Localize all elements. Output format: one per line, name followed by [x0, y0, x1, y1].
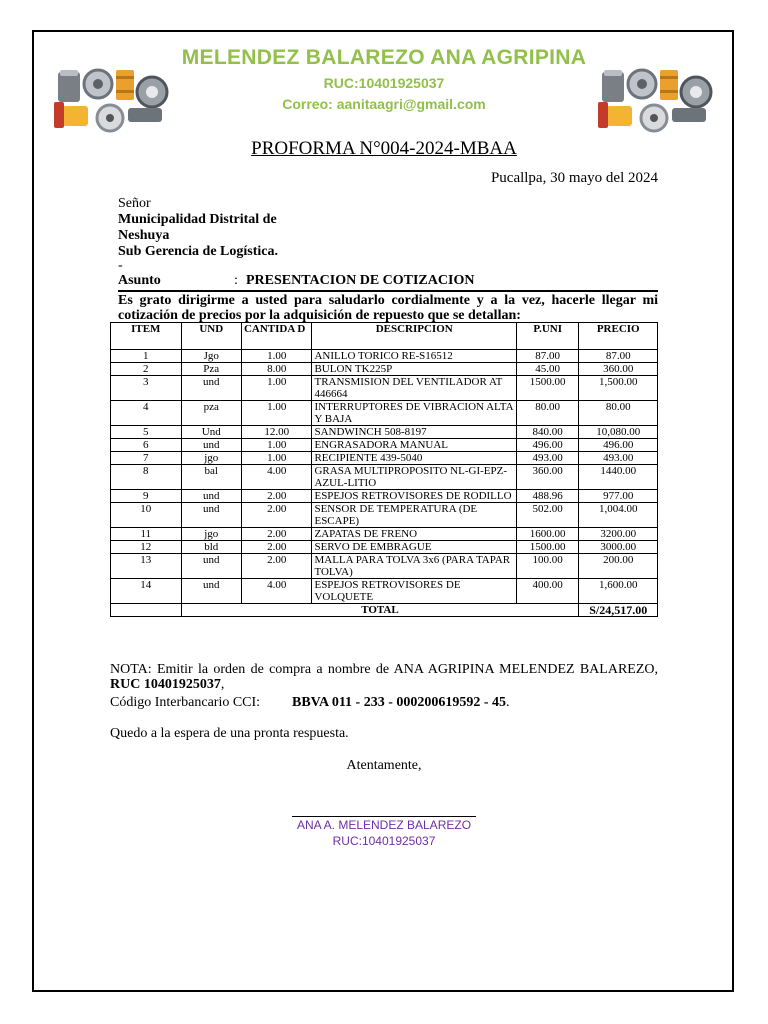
recipient-line-1: Municipalidad Distrital de [118, 212, 277, 227]
cell-puni: 80.00 [516, 401, 578, 426]
cell-precio: 1440.00 [579, 465, 658, 490]
cell-descripcion: MALLA PARA TOLVA 3x6 (PARA TAPAR TOLVA) [312, 554, 516, 579]
cell-item: 2 [111, 363, 182, 376]
note-text: NOTA: Emitir la orden de compra a nombre de ANA AGRIPINA MELENDEZ BALAREZO, [110, 662, 658, 677]
cell-item: 12 [111, 541, 182, 554]
intro-paragraph: Es grato dirigirme a usted para saludarlo cordialmente y a la vez, hacerle llegar mi cotización de precios por la adquisición de repuesto que se detallan: [118, 293, 658, 323]
cell-descripcion: ANILLO TORICO RE-S16512 [312, 350, 516, 363]
cell-precio: 1,004.00 [579, 503, 658, 528]
cell-und: und [181, 554, 241, 579]
table-row [111, 579, 658, 604]
cell-descripcion: ZAPATAS DE FRENO [312, 528, 516, 541]
header-item: ITEM [111, 323, 182, 350]
cell-item: 5 [111, 426, 182, 439]
recipient-line-3: Sub Gerencia de Logística. [118, 244, 278, 259]
note-paragraph [110, 662, 658, 692]
cell-und: und [181, 503, 241, 528]
note-comma: , [220, 677, 225, 692]
cell-cantidad: 2.00 [241, 528, 312, 541]
cell-cantidad: 2.00 [241, 490, 312, 503]
cell-cantidad: 1.00 [241, 376, 312, 401]
cell-precio: 80.00 [579, 401, 658, 426]
table-row [111, 554, 658, 579]
subject-value: PRESENTACION DE COTIZACION [246, 273, 475, 288]
cell-puni: 488.96 [516, 490, 578, 503]
signature-ruc: RUC:10401925037 [332, 834, 436, 848]
cell-puni: 502.00 [516, 503, 578, 528]
header-und: UND [181, 323, 241, 350]
cell-puni: 493.00 [516, 452, 578, 465]
cell-puni: 400.00 [516, 579, 578, 604]
recipient-dash: - [118, 258, 123, 273]
note-ruc: RUC 10401925037 [110, 677, 221, 692]
cell-puni: 1600.00 [516, 528, 578, 541]
cell-precio: 200.00 [579, 554, 658, 579]
cell-und: und [181, 579, 241, 604]
cell-item: 8 [111, 465, 182, 490]
total-value: S/24,517.00 [579, 604, 658, 617]
cell-puni: 45.00 [516, 363, 578, 376]
cell-item: 4 [111, 401, 182, 426]
cell-item: 14 [111, 579, 182, 604]
cell-item: 1 [111, 350, 182, 363]
cell-precio: 10,080.00 [579, 426, 658, 439]
cell-item: 11 [111, 528, 182, 541]
cell-und: und [181, 376, 241, 401]
signature-line [292, 816, 476, 817]
cell-und: und [181, 490, 241, 503]
table-row [111, 465, 658, 490]
cell-precio: 87.00 [579, 350, 658, 363]
cell-descripcion: SENSOR DE TEMPERATURA (DE ESCAPE) [312, 503, 516, 528]
cci-label: Código Interbancario CCI: [110, 695, 261, 710]
cell-item: 13 [111, 554, 182, 579]
cell-item: 10 [111, 503, 182, 528]
total-blank [111, 604, 182, 617]
cell-precio: 493.00 [579, 452, 658, 465]
closing-salutation: Atentamente, [346, 758, 422, 773]
recipient-salutation: Señor [118, 196, 151, 211]
cci-period: . [506, 695, 510, 710]
cell-precio: 3000.00 [579, 541, 658, 554]
table-row [111, 528, 658, 541]
cell-und: bld [181, 541, 241, 554]
company-email: Correo: aanitaagri@gmail.com [282, 96, 486, 112]
company-name: MELENDEZ BALAREZO ANA AGRIPINA [181, 46, 587, 69]
cell-puni: 87.00 [516, 350, 578, 363]
table-row [111, 439, 658, 452]
cell-und: Pza [181, 363, 241, 376]
cell-cantidad: 1.00 [241, 350, 312, 363]
cell-descripcion: ESPEJOS RETROVISORES DE VOLQUETE [312, 579, 516, 604]
cell-item: 7 [111, 452, 182, 465]
cell-precio: 977.00 [579, 490, 658, 503]
header-puni: P.UNI [516, 323, 578, 350]
document-title: PROFORMA N°004-2024-MBAA [251, 138, 517, 159]
cell-puni: 840.00 [516, 426, 578, 439]
cell-und: Jgo [181, 350, 241, 363]
recipient-line-2: Neshuya [118, 228, 170, 243]
cell-descripcion: SANDWINCH 508-8197 [312, 426, 516, 439]
subject-label: Asunto [118, 273, 161, 288]
cell-precio: 360.00 [579, 363, 658, 376]
cell-und: und [181, 439, 241, 452]
cell-cantidad: 12.00 [241, 426, 312, 439]
cell-cantidad: 1.00 [241, 452, 312, 465]
quotation-table [110, 322, 658, 617]
cell-und: bal [181, 465, 241, 490]
cell-puni: 360.00 [516, 465, 578, 490]
cell-item: 9 [111, 490, 182, 503]
cell-cantidad: 1.00 [241, 401, 312, 426]
cell-descripcion: TRANSMISION DEL VENTILADOR AT 446664 [312, 376, 516, 401]
table-row [111, 401, 658, 426]
cell-cantidad: 4.00 [241, 465, 312, 490]
cell-descripcion: GRASA MULTIPROPOSITO NL-GI-EPZ-AZUL-LITIO [312, 465, 516, 490]
cci-value: BBVA 011 - 233 - 000200619592 - 45 [292, 695, 507, 710]
cell-cantidad: 2.00 [241, 503, 312, 528]
cell-item: 6 [111, 439, 182, 452]
header-descripcion: DESCRIPCION [312, 323, 516, 350]
cell-cantidad: 4.00 [241, 579, 312, 604]
company-ruc: RUC:10401925037 [323, 75, 445, 91]
cell-cantidad: 8.00 [241, 363, 312, 376]
table-row [111, 350, 658, 363]
document-date: Pucallpa, 30 mayo del 2024 [490, 170, 658, 186]
table-row [111, 490, 658, 503]
cell-cantidad: 2.00 [241, 541, 312, 554]
table-row [111, 426, 658, 439]
total-label: TOTAL [181, 604, 579, 617]
cell-und: jgo [181, 528, 241, 541]
cell-precio: 1,600.00 [579, 579, 658, 604]
cell-und: jgo [181, 452, 241, 465]
cell-descripcion: RECIPIENTE 439-5040 [312, 452, 516, 465]
cell-precio: 3200.00 [579, 528, 658, 541]
cell-und: Und [181, 426, 241, 439]
subject-line [118, 273, 658, 292]
cci-account [292, 695, 510, 711]
table-row [111, 363, 658, 376]
cell-precio: 1,500.00 [579, 376, 658, 401]
cell-descripcion: BULON TK225P [312, 363, 516, 376]
closing-text: Quedo a la espera de una pronta respuesta. [110, 726, 349, 741]
cell-cantidad: 1.00 [241, 439, 312, 452]
cell-descripcion: INTERRUPTORES DE VIBRACION ALTA Y BAJA [312, 401, 516, 426]
cell-descripcion: ENGRASADORA MANUAL [312, 439, 516, 452]
table-header-row [111, 323, 658, 350]
total-row [111, 604, 658, 617]
cell-puni: 1500.00 [516, 376, 578, 401]
cell-descripcion: ESPEJOS RETROVISORES DE RODILLO [312, 490, 516, 503]
cell-puni: 496.00 [516, 439, 578, 452]
table-row [111, 503, 658, 528]
cell-puni: 100.00 [516, 554, 578, 579]
cell-und: pza [181, 401, 241, 426]
cell-descripcion: SERVO DE EMBRAGUE [312, 541, 516, 554]
cell-item: 3 [111, 376, 182, 401]
table-row [111, 452, 658, 465]
header-precio: PRECIO [579, 323, 658, 350]
cell-precio: 496.00 [579, 439, 658, 452]
cell-cantidad: 2.00 [241, 554, 312, 579]
signature-name: ANA A. MELENDEZ BALAREZO [296, 818, 472, 832]
table-row [111, 541, 658, 554]
subject-colon: : [234, 273, 238, 288]
cell-puni: 1500.00 [516, 541, 578, 554]
table-row [111, 376, 658, 401]
header-cantidad: CANTIDA D [241, 323, 312, 350]
